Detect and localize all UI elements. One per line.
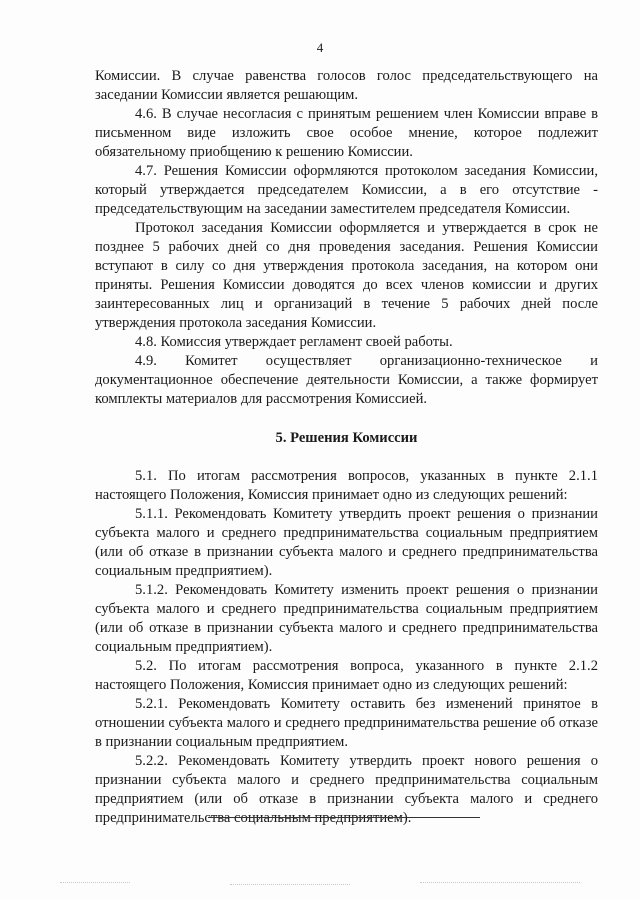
closing-rule — [208, 817, 480, 818]
paragraph-5-2: 5.2. По итогам рассмотрения вопроса, указанного в пункте 2.1.2 настоящего Положения, Комиссия принимает одно из следующих решений: — [95, 658, 598, 693]
section-heading: 5. Решения Комиссии — [275, 430, 418, 446]
paragraph-5-1-1: 5.1.1. Рекомендовать Комитету утвердить проект решения о признании субъекта малого и среднего предпринимательства социальным предприятием (или об отказе в признании субъекта малого и среднего предпринимательства социальным предприятием). — [95, 506, 598, 579]
paragraph-5-1: 5.1. По итогам рассмотрения вопросов, указанных в пункте 2.1.1 настоящего Положения, Комиссия принимает одно из следующих решений: — [95, 468, 598, 503]
page-number: 4 — [316, 40, 324, 55]
paragraph-4-7: 4.7. Решения Комиссии оформляются протоколом заседания Комиссии, который утверждается председателем Комиссии, а в его отсутствие - председательствующим на заседании заместителем председателя Комиссии. — [95, 163, 598, 217]
document-body — [95, 67, 598, 828]
paragraph-4-9: 4.9. Комитет осуществляет организационно-техническое и документационное обеспечение деятельности Комиссии, а также формирует комплекты материалов для рассмотрения Комиссией. — [95, 353, 598, 407]
paragraph-protocol: Протокол заседания Комиссии оформляется и утверждается в срок не позднее 5 рабочих дней со дня проведения заседания. Решения Комиссии вступают в силу со дня утверждения протокола заседания, на котором они приняты. Решения Комиссии доводятся до всех членов комиссии и других заинтересованных лиц и организаций в течение 5 рабочих дней после утверждения протокола заседания Комиссии. — [95, 220, 598, 331]
paragraph-4-8: 4.8. Комиссия утверждает регламент своей работы. — [135, 334, 453, 350]
scan-artifact — [420, 882, 580, 883]
paragraph-4-6: 4.6. В случае несогласия с принятым решением член Комиссии вправе в письменном виде изложить свое особое мнение, которое подлежит обязательному приобщению к решению Комиссии. — [95, 106, 598, 160]
paragraph-5-1-2: 5.1.2. Рекомендовать Комитету изменить проект решения о признании субъекта малого и среднего предпринимательства социальным предприятием (или об отказе в признании субъекта малого и среднего предпринимательства социальным предприятием). — [95, 582, 598, 655]
scan-artifact — [230, 884, 350, 885]
scan-artifact — [60, 882, 130, 883]
paragraph-5-2-2: 5.2.2. Рекомендовать Комитету утвердить проект нового решения о признании субъекта малого и среднего предпринимательства социальным предприятием (или об отказе в признании субъекта малого и среднего предпринимательства социальным предприятием). — [95, 753, 598, 826]
paragraph-5-2-1: 5.2.1. Рекомендовать Комитету оставить без изменений принятое в отношении субъекта малого и среднего предпринимательства решение об отказе в признании социальным предприятием. — [95, 696, 598, 750]
paragraph-4-5-continuation: Комиссии. В случае равенства голосов голос председательствующего на заседании Комиссии является решающим. — [95, 68, 598, 103]
